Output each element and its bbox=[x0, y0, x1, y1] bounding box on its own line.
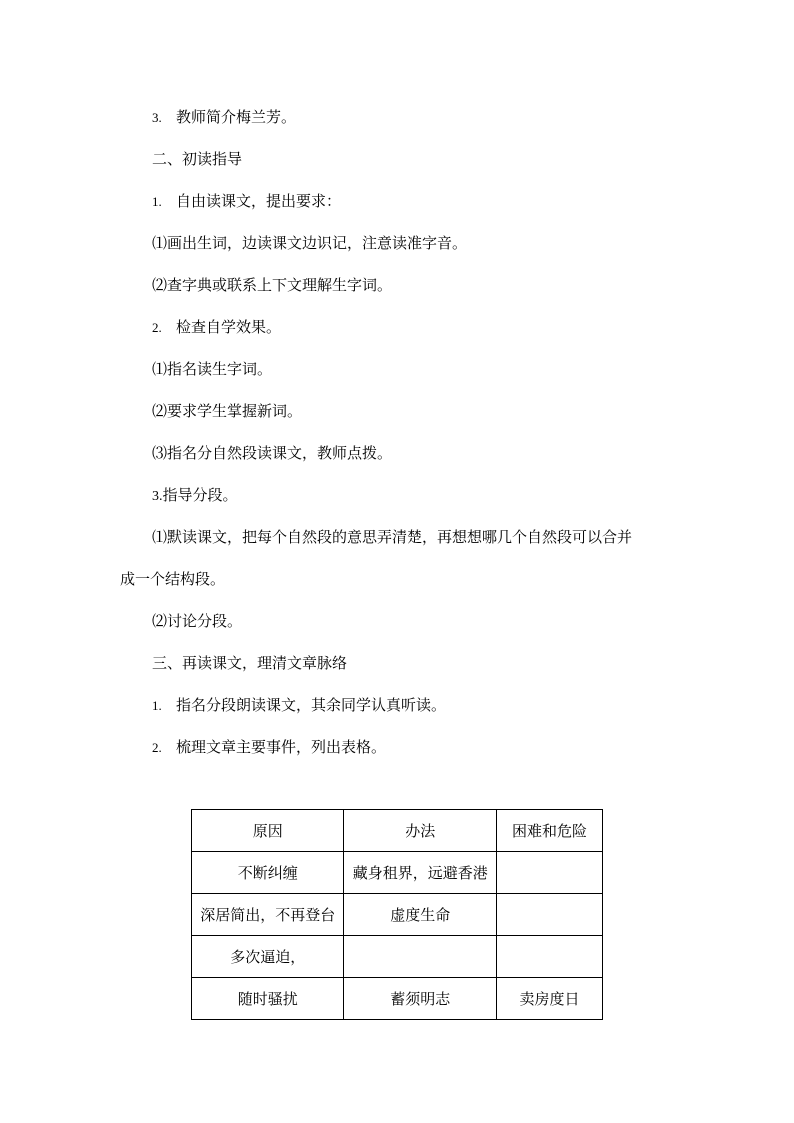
item-3-segment bbox=[152, 485, 238, 507]
header-cell: 困难和危险 bbox=[496, 810, 602, 852]
item-text: 自由读课文，提出要求： bbox=[176, 192, 342, 210]
table-cell: 随时骚扰 bbox=[192, 978, 344, 1020]
item-number: 2. bbox=[152, 320, 162, 335]
section-heading-3: 三、再读课文，理清文章脉络 bbox=[152, 654, 348, 672]
item-number: 1. bbox=[152, 698, 162, 713]
header-cell: 办法 bbox=[344, 810, 496, 852]
table-cell: 卖房度日 bbox=[496, 978, 602, 1020]
table-cell bbox=[496, 936, 602, 978]
header-cell: 原因 bbox=[192, 810, 344, 852]
item-2-check bbox=[152, 317, 281, 338]
table-cell: 蓄须明志 bbox=[344, 978, 496, 1020]
table-cell: 虚度生命 bbox=[344, 894, 496, 936]
subitem-dictionary: ⑵查字典或联系上下文理解生字词。 bbox=[152, 276, 393, 294]
subitem-master-words: ⑵要求学生掌握新词。 bbox=[152, 402, 303, 420]
item-1-free-reading bbox=[152, 191, 341, 212]
subitem-read-paragraphs: ⑶指名分自然段读课文，教师点拨。 bbox=[152, 444, 393, 462]
item-3-intro bbox=[152, 107, 296, 128]
section-heading-2: 二、初读指导 bbox=[152, 150, 243, 168]
item-text: 指名分段朗读课文，其余同学认真听读。 bbox=[176, 696, 447, 714]
table-cell: 藏身租界，远避香港 bbox=[344, 852, 496, 894]
table-cell: 不断纠缠 bbox=[192, 852, 344, 894]
subitem-mark-words: ⑴画出生词，边读课文边识记，注意读准字音。 bbox=[152, 234, 468, 252]
table-cell bbox=[496, 894, 602, 936]
table-cell: 多次逼迫， bbox=[192, 936, 344, 978]
table-row bbox=[192, 894, 603, 936]
item-number: 3. bbox=[152, 110, 162, 125]
item-2-table-intro bbox=[152, 737, 386, 758]
subitem-silent-reading-cont: 成一个结构段。 bbox=[120, 570, 226, 588]
subitem-silent-reading: ⑴默读课文，把每个自然段的意思弄清楚，再想想哪几个自然段可以合并 bbox=[152, 528, 633, 546]
table-cell bbox=[496, 852, 602, 894]
item-1-read-aloud bbox=[152, 695, 446, 716]
item-number: 2. bbox=[152, 740, 162, 755]
item-text: 检查自学效果。 bbox=[176, 318, 282, 336]
subitem-read-words: ⑴指名读生字词。 bbox=[152, 360, 273, 378]
item-text: 梳理文章主要事件，列出表格。 bbox=[176, 738, 387, 756]
item-text: 指导分段。 bbox=[162, 486, 238, 504]
events-table bbox=[191, 809, 603, 1020]
table-row bbox=[192, 852, 603, 894]
table-cell bbox=[344, 936, 496, 978]
subitem-discuss: ⑵讨论分段。 bbox=[152, 612, 243, 630]
item-number: 1. bbox=[152, 194, 162, 209]
item-text: 教师简介梅兰芳。 bbox=[176, 108, 297, 126]
table-header-row bbox=[192, 810, 603, 852]
item-number: 3. bbox=[152, 489, 163, 504]
table-row bbox=[192, 936, 603, 978]
table-cell: 深居简出，不再登台 bbox=[192, 894, 344, 936]
table-row bbox=[192, 978, 603, 1020]
